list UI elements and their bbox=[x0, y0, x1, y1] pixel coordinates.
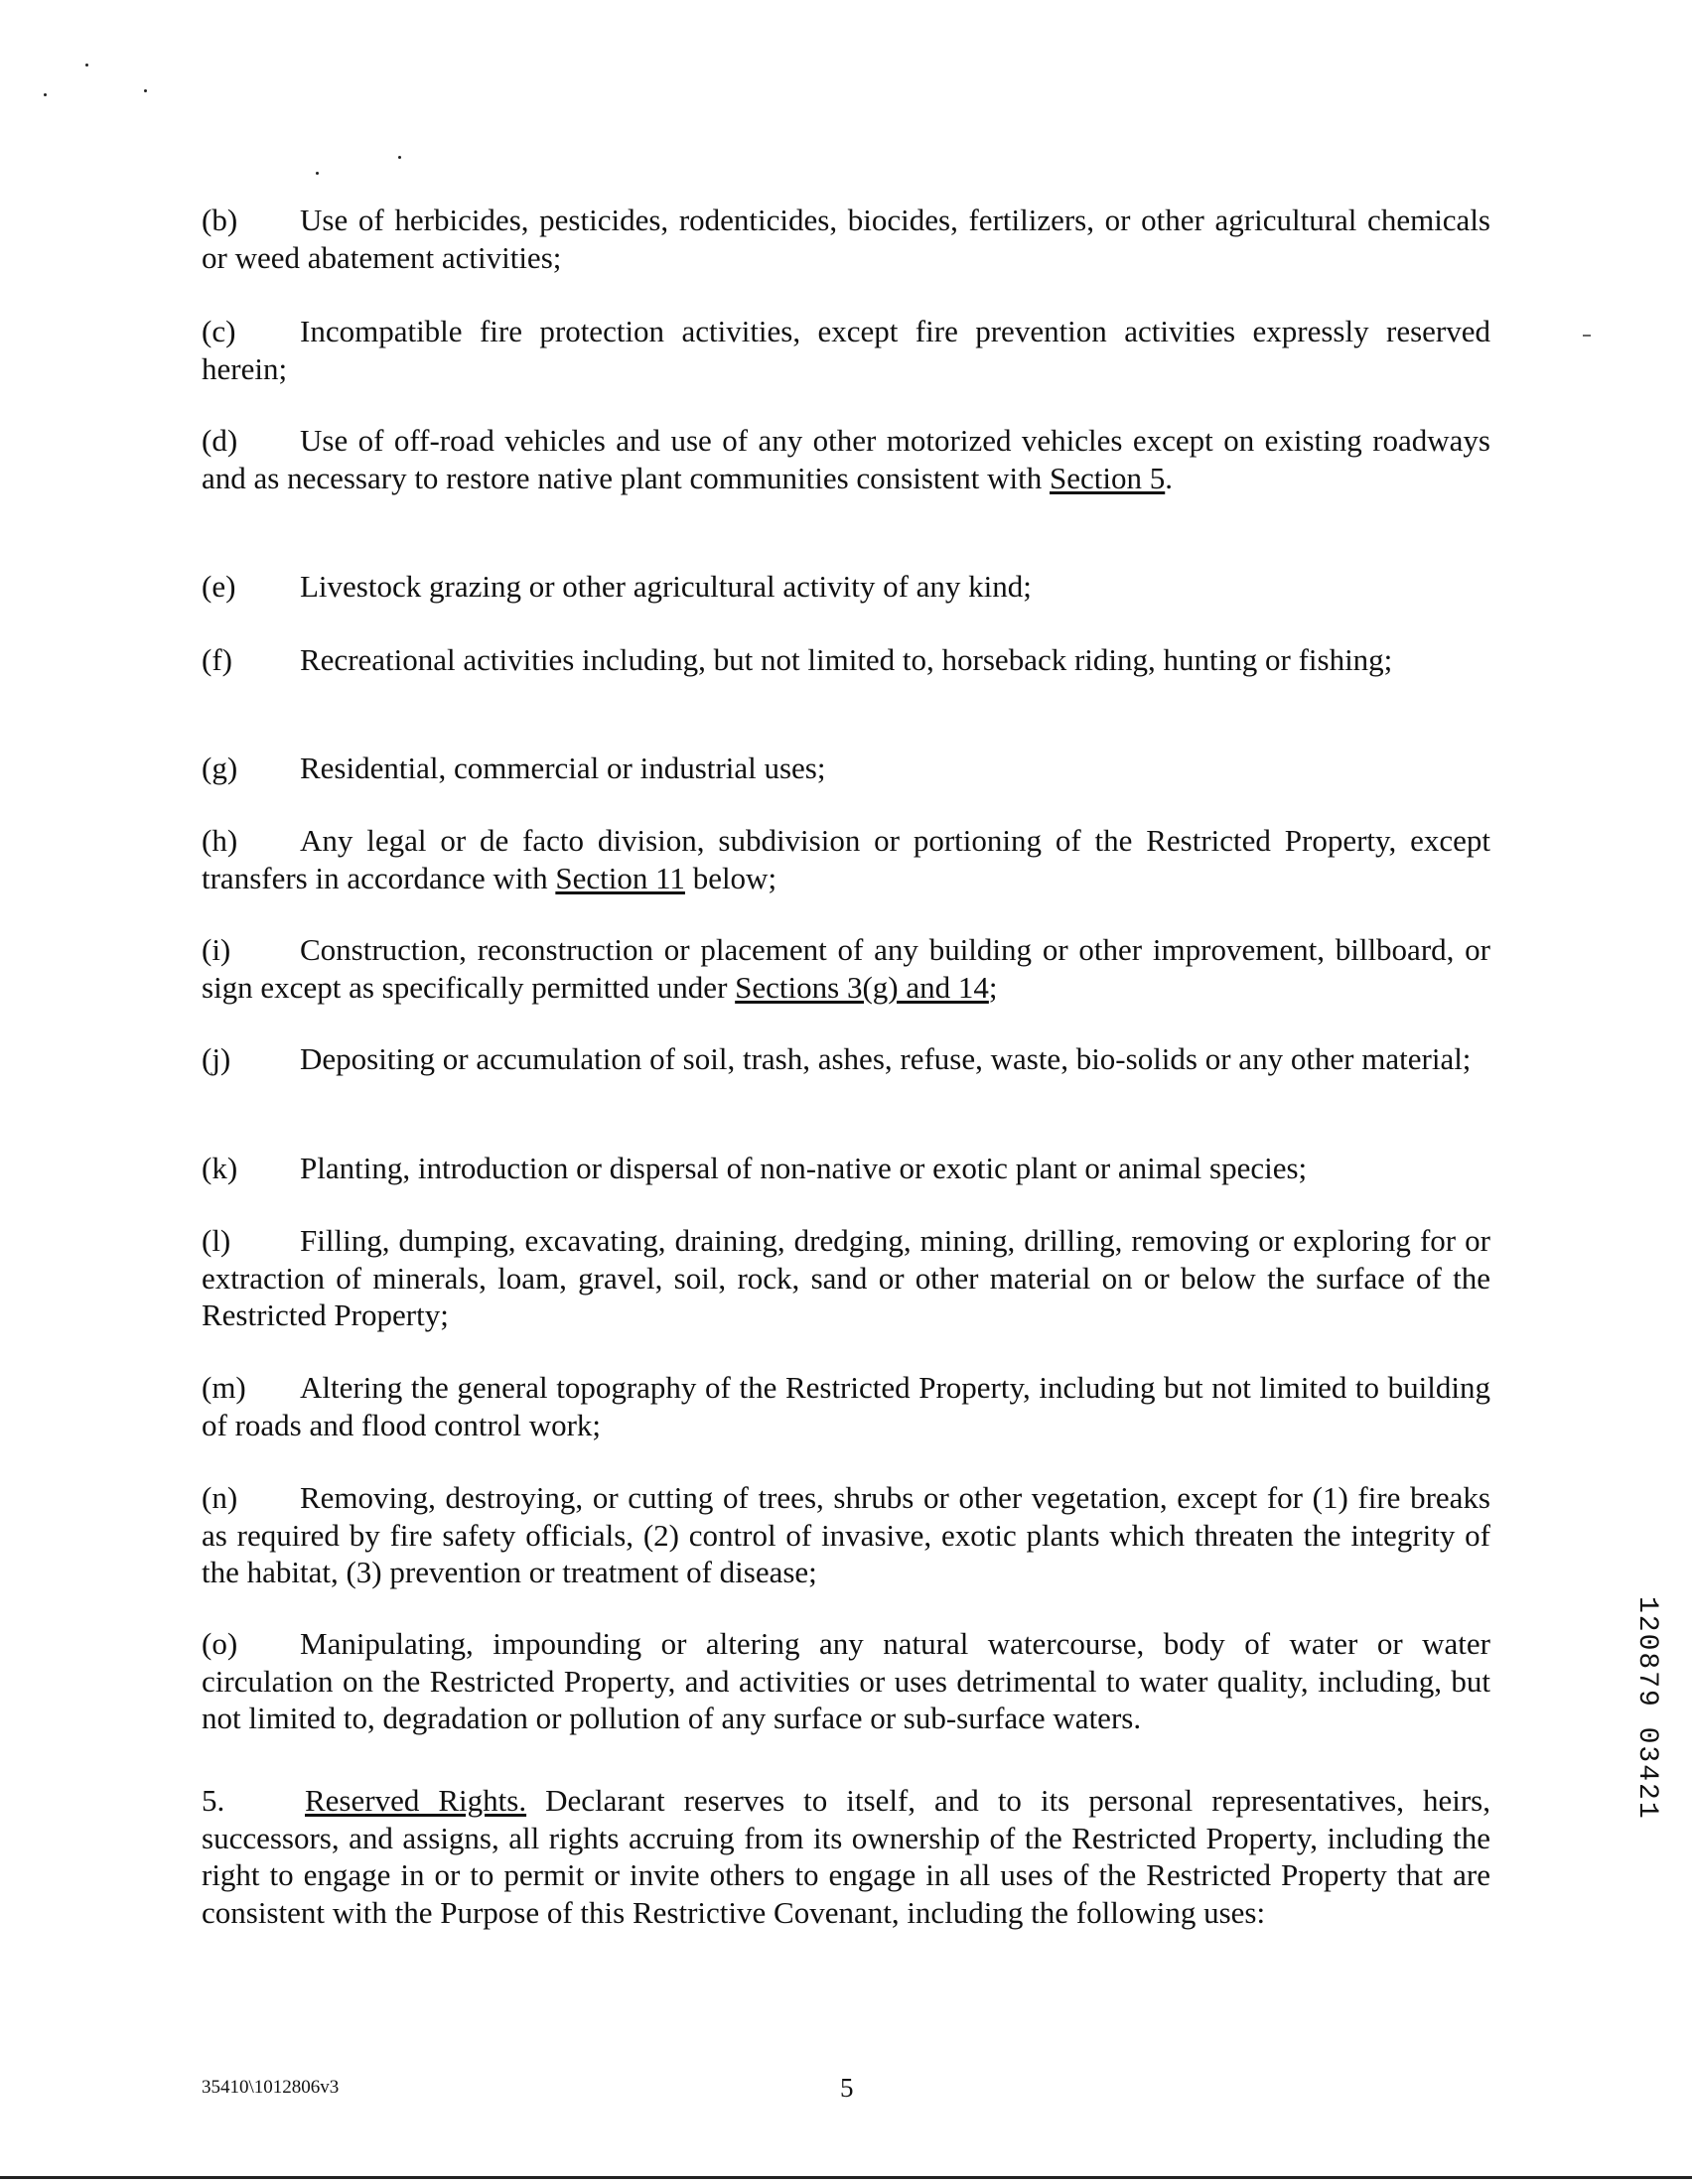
item-text: Use of herbicides, pesticides, rodenticides, biocides, fertilizers, or other agricultural chemicals or weed abatement activities; bbox=[202, 203, 1490, 275]
recording-stamp-number: 120879 03421 bbox=[1631, 1596, 1662, 1821]
item-label: (h) bbox=[202, 823, 238, 858]
item-label: (j) bbox=[202, 1041, 231, 1076]
scan-speck bbox=[44, 93, 47, 96]
page-number: 5 bbox=[840, 2073, 854, 2103]
item-label: (c) bbox=[202, 314, 236, 348]
item-text: Livestock grazing or other agricultural activity of any kind; bbox=[300, 569, 1032, 604]
list-item-i bbox=[202, 931, 1490, 1006]
section-reference-link: Section 11 bbox=[555, 860, 685, 895]
list-item-k bbox=[202, 1150, 1490, 1187]
item-label: (n) bbox=[202, 1480, 238, 1515]
item-label: (f) bbox=[202, 642, 232, 677]
document-id: 35410\1012806v3 bbox=[202, 2077, 340, 2098]
scan-speck bbox=[85, 64, 88, 67]
list-item-l bbox=[202, 1222, 1490, 1334]
page-bottom-edge bbox=[0, 2176, 1692, 2179]
list-item-j bbox=[202, 1040, 1490, 1078]
scan-speck bbox=[398, 156, 401, 159]
item-text: Use of off-road vehicles and use of any other motorized vehicles except on existing roadways and as necessary to restore native plant communities consistent with bbox=[202, 423, 1490, 495]
list-item-c bbox=[202, 313, 1490, 387]
item-text: Altering the general topography of the Restricted Property, including but not limited to building of roads and flood control work; bbox=[202, 1370, 1490, 1442]
item-label: (b) bbox=[202, 203, 238, 237]
list-item-m bbox=[202, 1369, 1490, 1443]
section-heading: Reserved Rights. bbox=[305, 1783, 527, 1818]
item-text: Recreational activities including, but not limited to, horseback riding, hunting or fishing; bbox=[300, 642, 1393, 677]
item-text: Planting, introduction or dispersal of non-native or exotic plant or animal species; bbox=[300, 1151, 1308, 1185]
item-text: Incompatible fire protection activities, except fire prevention activities expressly reserved herein; bbox=[202, 314, 1490, 386]
item-text: Depositing or accumulation of soil, trash, ashes, refuse, waste, bio-solids or any other material; bbox=[300, 1041, 1472, 1076]
item-text-end: below; bbox=[684, 860, 777, 895]
list-item-f bbox=[202, 641, 1490, 679]
scan-speck bbox=[316, 172, 319, 175]
list-item-b bbox=[202, 202, 1490, 276]
item-text: Removing, destroying, or cutting of trees, shrubs or other vegetation, except for (1) fire breaks as required by fire safety officials, (2) control of invasive, exotic plants which threaten the integrity of the habitat, (3) prevention or treatment of disease; bbox=[202, 1480, 1490, 1589]
list-item-d bbox=[202, 422, 1490, 496]
list-item-n bbox=[202, 1479, 1490, 1591]
list-item-e bbox=[202, 568, 1490, 606]
item-text: Manipulating, impounding or altering any natural watercourse, body of water or water circulation on the Restricted Property, and activities or uses detrimental to water quality, including, but not limited to, degradation or pollution of any surface or sub-surface waters. bbox=[202, 1626, 1490, 1735]
item-text-end: ; bbox=[988, 969, 998, 1005]
list-item-h bbox=[202, 822, 1490, 896]
item-label: (e) bbox=[202, 569, 236, 604]
section-text: Declarant reserves to itself, and to its personal representatives, heirs, successors, and assigns, all rights accruing from its ownership of the Restricted Property, including the right to engage in or to permit or invite others to engage in all uses of the Restricted Property that are consistent with the Purpose of this Restrictive Covenant, including the following uses: bbox=[202, 1783, 1490, 1930]
item-text-end: . bbox=[1165, 460, 1173, 495]
item-text: Any legal or de facto division, subdivision or portioning of the Restricted Property, except transfers in accordance with bbox=[202, 823, 1490, 895]
item-label: (l) bbox=[202, 1223, 231, 1258]
item-text: Filling, dumping, excavating, draining, dredging, mining, drilling, removing or exploring for or extraction of minerals, loam, gravel, soil, rock, sand or other material on or below the surface of the Restricted Property; bbox=[202, 1223, 1490, 1332]
list-item-g bbox=[202, 750, 1490, 787]
item-text: Residential, commercial or industrial uses; bbox=[300, 751, 826, 785]
item-label: (m) bbox=[202, 1370, 246, 1405]
item-label: (k) bbox=[202, 1151, 238, 1185]
item-label: (g) bbox=[202, 751, 238, 785]
section-reference-link: Section 5 bbox=[1050, 460, 1166, 495]
item-label: (o) bbox=[202, 1626, 238, 1661]
margin-mark bbox=[1583, 335, 1591, 337]
item-label: (i) bbox=[202, 932, 231, 967]
scan-speck bbox=[144, 89, 147, 92]
item-text: Construction, reconstruction or placement of any building or other improvement, billboard, or sign except as specifically permitted under bbox=[202, 932, 1490, 1005]
list-item-o bbox=[202, 1625, 1490, 1737]
item-label: (d) bbox=[202, 423, 238, 458]
section-number: 5. bbox=[202, 1783, 225, 1818]
section-5-reserved-rights bbox=[202, 1782, 1490, 1931]
section-reference-link: Sections 3(g) and 14 bbox=[735, 969, 989, 1005]
